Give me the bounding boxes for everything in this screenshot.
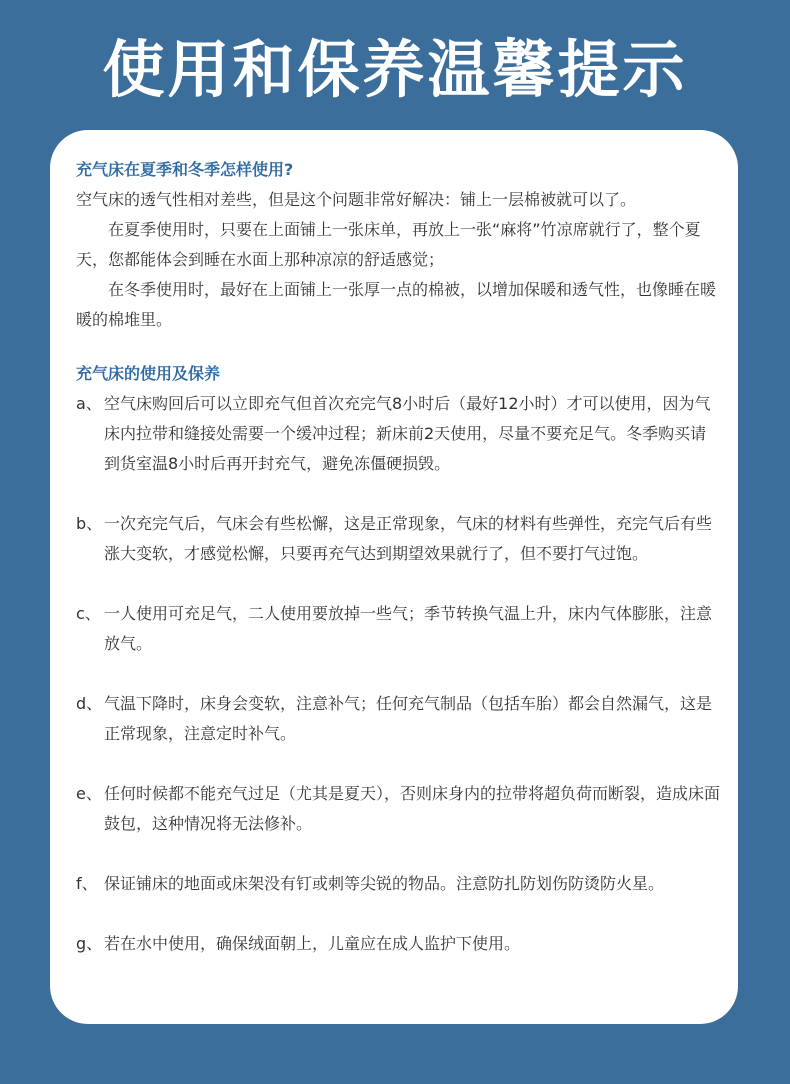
list-item-text: 空气床购回后可以立即充气但首次充完气8小时后（最好12小时）才可以使用，因为气床内拉带和缝接处需要一个缓冲过程；新床前2天使用，尽量不要充足气。冬季购买请到货室温8小时后再开封充气，避免冻僵硬损毁。 (104, 394, 711, 473)
list-item-marker: d、 (76, 694, 103, 713)
section-spacer (76, 335, 720, 359)
list-item (76, 599, 720, 659)
list-item-text: 保证铺床的地面或床架没有钉或刺等尖锐的物品。注意防扎防划伤防烫防火星。 (104, 874, 665, 893)
list-item-marker: g、 (76, 934, 103, 953)
tips-card (50, 130, 738, 1024)
section-heading-use-and-care: 充气床的使用及保养 (76, 364, 221, 383)
list-item-marker: a、 (76, 394, 102, 413)
list-item-marker: e、 (76, 784, 102, 803)
list-item (76, 779, 720, 839)
list-item-text: 气温下降时，床身会变软，注意补气；任何充气制品（包括车胎）都会自然漏气，这是正常现象，注意定时补气。 (104, 694, 713, 743)
list-item-text: 一人使用可充足气，二人使用要放掉一些气；季节转换气温上升，床内气体膨胀，注意放气。 (104, 604, 713, 653)
intro-paragraph: 空气床的透气性相对差些，但是这个问题非常好解决：铺上一层棉被就可以了。 (76, 190, 637, 209)
page-title: 使用和保养温馨提示 (102, 33, 688, 106)
list-item-marker: c、 (76, 604, 101, 623)
list-item (76, 689, 720, 749)
list-item-marker: b、 (76, 514, 103, 533)
section-heading-seasonal-use: 充气床在夏季和冬季怎样使用? (76, 160, 294, 179)
summer-paragraph: 在夏季使用时，只要在上面铺上一张床单，再放上一张“麻将”竹凉席就行了，整个夏天，您都能体会到睡在水面上那种凉凉的舒适感觉； (76, 220, 701, 269)
list-item (76, 389, 720, 479)
list-item (76, 929, 720, 959)
winter-paragraph: 在冬季使用时，最好在上面铺上一张厚一点的棉被，以增加保暖和透气性，也像睡在暖暖的棉堆里。 (76, 280, 717, 329)
list-item-marker: f、 (76, 874, 98, 893)
list-item (76, 869, 720, 899)
list-item (76, 509, 720, 569)
list-item-text: 任何时候都不能充气过足（尤其是夏天），否则床身内的拉带将超负荷而断裂，造成床面鼓包，这种情况将无法修补。 (104, 784, 721, 833)
list-item-text: 若在水中使用，确保绒面朝上，儿童应在成人监护下使用。 (104, 934, 521, 953)
care-tips-list (76, 389, 720, 959)
list-item-text: 一次充完气后，气床会有些松懈，这是正常现象，气床的材料有些弹性，充完气后有些涨大变软，才感觉松懈，只要再充气达到期望效果就行了，但不要打气过饱。 (104, 514, 713, 563)
